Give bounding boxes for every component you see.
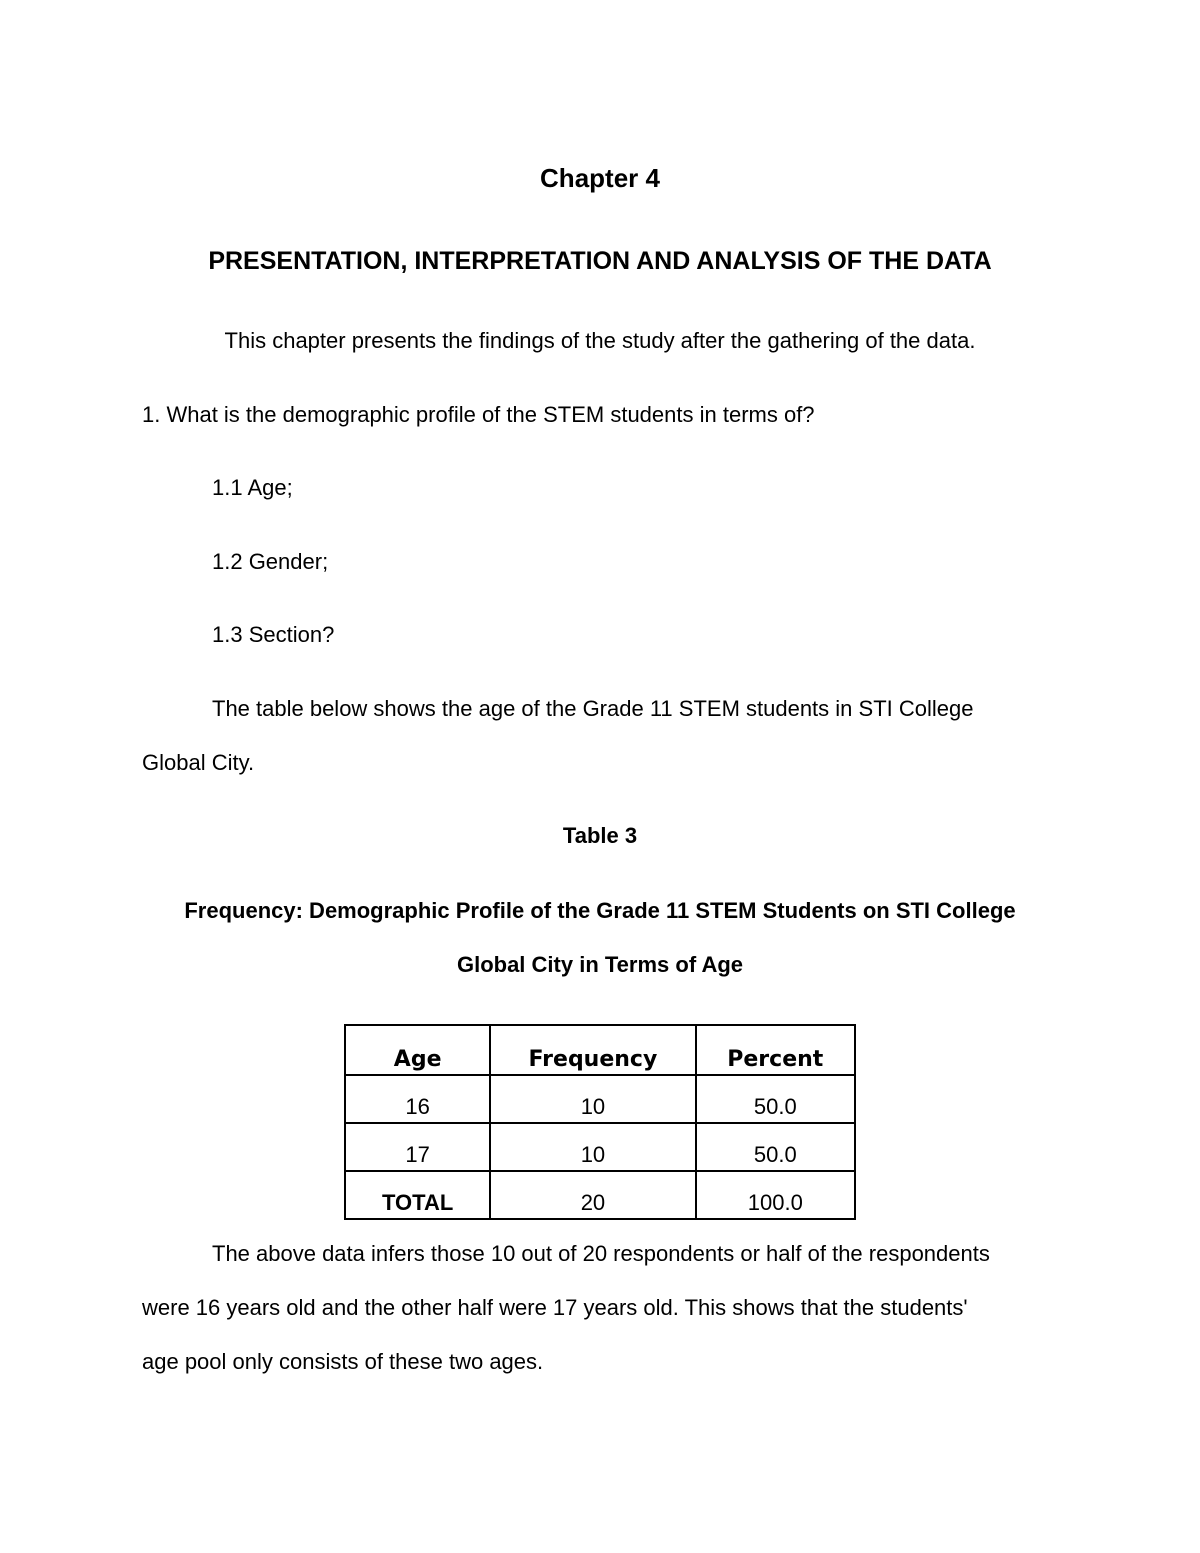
chapter-heading: PRESENTATION, INTERPRETATION AND ANALYSIS OF THE DATA	[208, 247, 992, 275]
table-title-line-1: Frequency: Demographic Profile of the Grade 11 STEM Students on STI College	[184, 898, 1016, 923]
total-label: TOTAL	[345, 1171, 490, 1219]
cell-age: 17	[345, 1123, 490, 1171]
age-frequency-table	[344, 1024, 856, 1220]
analysis-line-2: were 16 years old and the other half were 17 years old. This shows that the students'	[142, 1295, 968, 1320]
table-row	[345, 1123, 855, 1171]
analysis-line-1: The above data infers those 10 out of 20 respondents or half of the respondents	[212, 1241, 990, 1266]
header-frequency: Frequency	[490, 1025, 695, 1075]
cell-percent: 50.0	[696, 1075, 855, 1123]
cell-frequency: 10	[490, 1075, 695, 1123]
header-percent: Percent	[696, 1025, 855, 1075]
analysis-line-3: age pool only consists of these two ages.	[142, 1349, 544, 1374]
question-item-gender: 1.2 Gender;	[212, 549, 329, 574]
header-age: Age	[345, 1025, 490, 1075]
chapter-title: Chapter 4	[540, 163, 660, 193]
research-question: 1. What is the demographic profile of the STEM students in terms of?	[142, 402, 815, 427]
intro-paragraph: This chapter presents the findings of the study after the gathering of the data.	[224, 328, 976, 353]
cell-percent: 50.0	[696, 1123, 855, 1171]
question-item-section: 1.3 Section?	[212, 622, 335, 647]
table-row	[345, 1075, 855, 1123]
total-percent: 100.0	[696, 1171, 855, 1219]
table-title-line-2: Global City in Terms of Age	[456, 952, 744, 977]
lead-paragraph-line-2: Global City.	[142, 750, 255, 775]
total-frequency: 20	[490, 1171, 695, 1219]
cell-frequency: 10	[490, 1123, 695, 1171]
lead-paragraph-line-1: The table below shows the age of the Grade 11 STEM students in STI College	[212, 696, 974, 721]
question-item-age: 1.1 Age;	[212, 475, 293, 500]
cell-age: 16	[345, 1075, 490, 1123]
table-total-row	[345, 1171, 855, 1219]
table-number: Table 3	[562, 823, 638, 848]
table-header-row	[345, 1025, 855, 1075]
